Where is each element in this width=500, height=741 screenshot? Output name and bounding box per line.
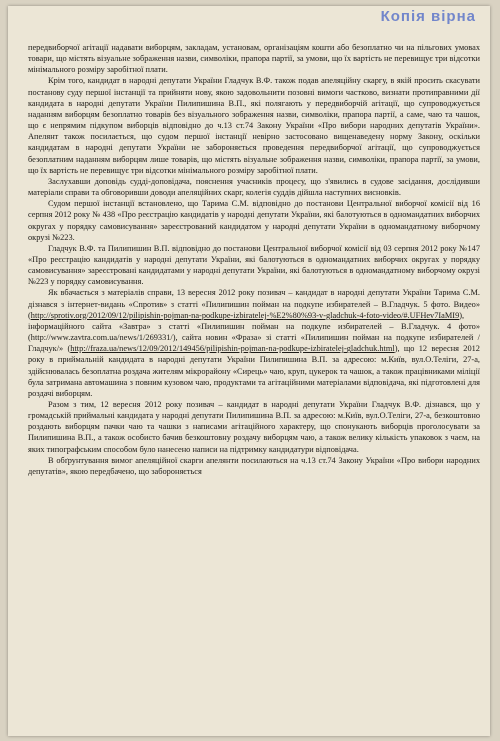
paragraph-7: Разом з тим, 12 вересня 2012 року позивач – кандидат в народні депутати України Гладчук В.Ф. дізнався, що у громадській приймальні кандидата у народні депутати Пилипишина В.П. за адресою: м.Київ, вул.О.Теліги, 27-а, безкоштовно роздають виборцям пачки чаю та чашки з написами агітаційного характеру, що спонукають виборців проголосувати за Пилипишина В.П., а також особисто бачив безкоштовну роздачу виборцям чаю, а також велику кількість упаковок з чаєм, на яких типографським способом було нанесено написи на підтримку кандидатури відповідача.	[28, 400, 480, 454]
document-page	[8, 6, 490, 736]
document-body	[28, 42, 480, 477]
paragraph-6-text-c: ), що 12 вересня 2012 року в приймальній кандидата в народні депутати України Пилипишина В.П. за адресою: м.Київ, вул.О.Теліги, 27-а, здійснювалась безоплатна роздача жителям мікрорайону «Сирець» чаю, круп, цукерок та чашок, а також працівниками міліції була затримана автомашина з повним кузовом чаю, продуктами та агітаційними матеріалами відповідача, які підготовлені для роздачі виборцям.	[28, 344, 480, 398]
paragraph-4: Судом першої інстанції встановлено, що Тарима С.М. відповідно до постанови Центральної виборчої комісії від 16 серпня 2012 року № 438 «Про реєстрацію кандидатів у народні депутати України, які балотуються в одномандатних виборчих округах у порядку самовисування» зареєстрований кандидатом у народні депутати України в одномандатному виборчому окрузі №223.	[28, 199, 480, 242]
certified-copy-stamp: Копія вірна	[380, 8, 476, 25]
paragraph-2: Крім того, кандидат в народні депутати України Гладчук В.Ф. також подав апеляційну скаргу, в якій просить скасувати постанову суду першої інстанції та прийняти нову, якою задовольнити позовні вимоги частково, визнати протиправними дії кандидата в народні депутати України Пилипишина В.П., які полягають у передвиборчій агітації, що супроводжується наданням виборцям безоплатно товарів без візуального зображення назви, символіки, прапора партії, а саме, чаю та чашок, що є непрямим підкупом виборців відповідно до ч.13 ст.74 Закону України «Про вибори народних депутатів України». Апелянт також посилається, що судом першої інстанції невірно застосовано вищенаведену норму Закону, оскільки кандидатам в народні депутати України не забороняється проведення передвиборчої агітації, що супроводжується безоплатним наданням виборцям лише товарів, що містять візуальне зображення назви, символіки, прапора партії, за умови, що їх вартість не перевищує три відсотки мінімального розміру заробітної плати.	[28, 76, 480, 175]
paragraph-1: передвиборчої агітації надавати виборцям, закладам, установам, організаціям кошти або безоплатно чи на пільгових умовах товари, що містять візуальне зображення назви, символіки, прапора партії, за умови, що їх вартість не перевищує три відсотки мінімального розміру заробітної плати.	[28, 43, 480, 75]
paragraph-8: В обґрунтування вимог апеляційної скарги апелянти посилаються на ч.13 ст.74 Закону України «Про вибори народних депутатів», якою передбачено, що забороняється	[28, 455, 480, 476]
paragraph-6-text-a: Як вбачається з матеріалів справи, 13 вересня 2012 року позивач – кандидат в народні депутати України Тарима С.М. дізнався з інтернет-видань «Спротив» з статті «Пилипишин пойман на подкупе избирателей – В.Гладчук. 5 фото. Видео» (	[28, 288, 480, 320]
paragraph-3: Заслухавши доповідь судді-доповідача, пояснення учасників процесу, що з'явились в судове засідання, дослідивши матеріали справи та обговоривши доводи апеляційних скарг, колегія суддів дійшла наступних висновків.	[28, 176, 480, 198]
paragraph-6-text-b: ), інформаційного сайта «Завтра» з статті «Пилипишин пойман на подкупе избирателей – В.Гладчук. 4 фото» (http://www.zavtra.com.ua/news/1/269331/), сайта новин «Фраза» зі статті «Пилипишин пойман на подкупе избирателей /Гладчук/» (	[28, 310, 480, 354]
sprotiv-article-link[interactable]: http://sprotiv.org/2012/09/12/pilipishin-pojman-na-podkupe-izbiratelej-%E2%80%93-v-gladchuk-4-foto-video/#.UFHev7IaMI9	[30, 310, 460, 320]
paragraph-6	[28, 287, 480, 399]
fraza-article-link[interactable]: http://fraza.ua/news/12/09/2012/149456/pilipishin-pojman-na-podkupe-izbiratelej-gladchuk.html	[70, 344, 395, 354]
paragraph-5: Гладчук В.Ф. та Пилипишин В.П. відповідно до постанови Центральної виборчої комісії від 03 серпня 2012 року №147 «Про реєстрацію кандидатів у народні депутати України, які балотуються в одномандатних виборчих округах у порядку самовисування» зареєстровані кандидатами у народні депутати України, які балотуються в одномандатному виборчому окрузі №223 у порядку самовисування.	[28, 243, 480, 287]
